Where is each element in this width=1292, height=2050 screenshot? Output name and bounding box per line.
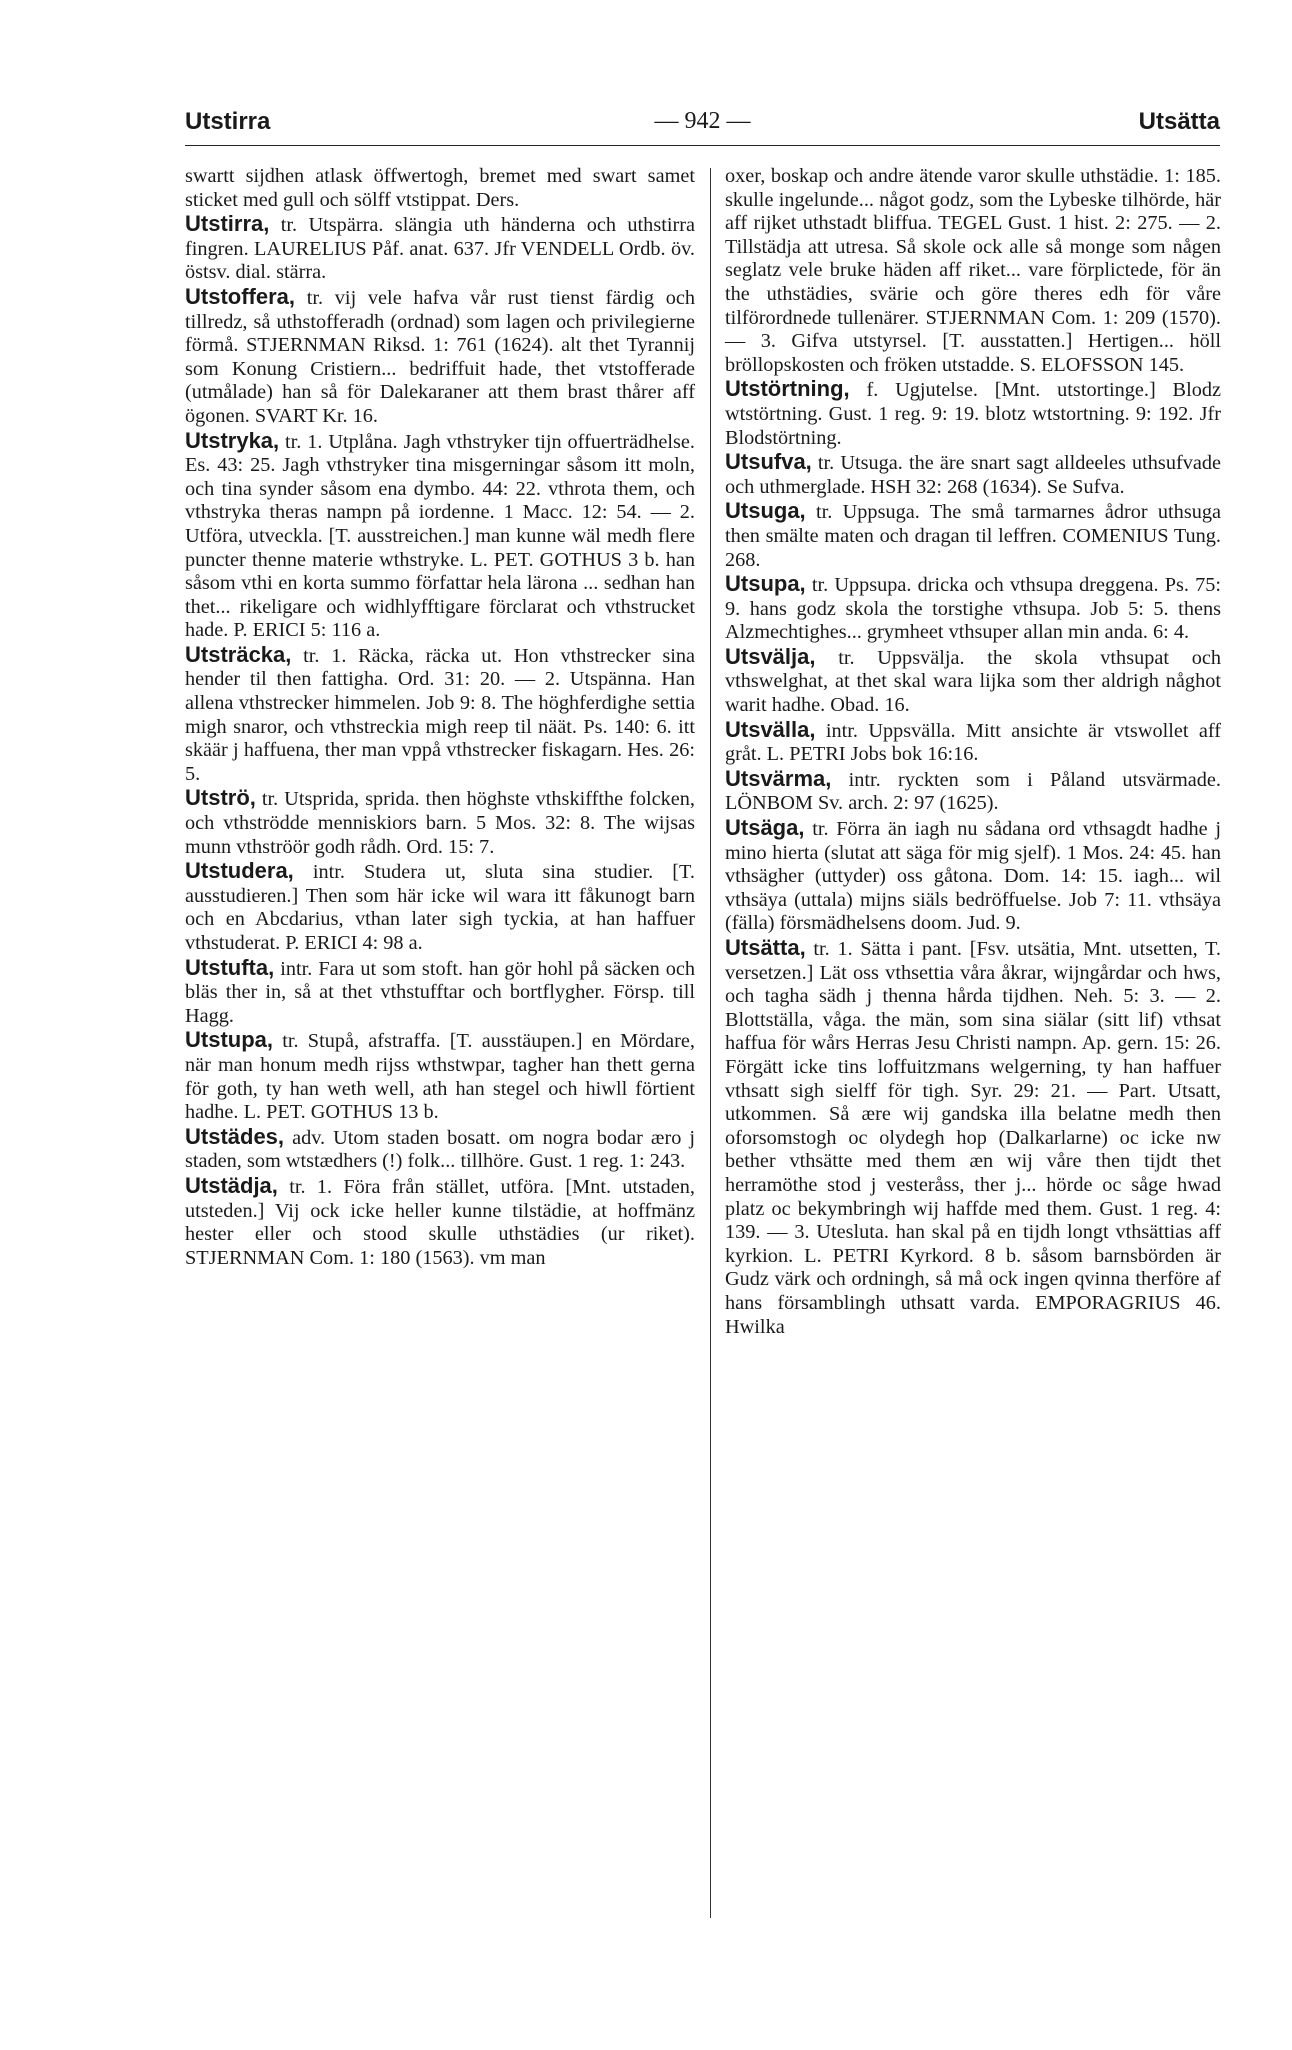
entry-headword: Utstoffera,: [185, 283, 296, 309]
dictionary-entry: [185, 285, 695, 429]
entry-text: oxer, boskap och andre ätende varor skulle uthstädie. 1: 185. skulle ingelunde... något godz, som the Lybeske tilhörde, här aff rijket uthstadt bliffua. TEGEL Gust. 1 hist. 2: 275. — 2. Tillstädja att utresa. Så skole ock alle så monge som någen seglatz vele bruke häden aff riket... vare förplictede, för än the uthstädies, svärie och göre theres edh för våre tilförordnede tullenärer. STJERNMAN Com. 1: 209 (1570). — 3. Gifva utstyrsel. [T. ausstatten.] Hertigen... höll bröllopskosten och fröken utstadde. S. ELOFSSON 145.: [725, 165, 1221, 376]
entry-headword: Utsträcka,: [185, 641, 292, 667]
entry-text: tr. Utsprida, sprida. then höghste vthskiffthe folcken, och vthströdde menniskiors barn. 5 Mos. 32: 8. The wijsas munn vthströör godh rådh. Ord. 15: 7.: [185, 788, 695, 858]
dictionary-entry: [725, 165, 1221, 377]
dictionary-entry: [185, 956, 695, 1029]
dictionary-entry: [185, 212, 695, 285]
entry-headword: Utsupa,: [725, 571, 806, 597]
dictionary-entry: [185, 1174, 695, 1270]
entry-text: f. Ugjutelse. [Mnt. utstortinge.] Blodz wtstörtning. Gust. 1 reg. 9: 19. blotz wtstortning. 9: 192. Jfr Blodstörtning.: [725, 379, 1221, 449]
entry-headword: Utsvälla,: [725, 716, 816, 742]
left-column: [185, 165, 695, 1270]
entry-headword: Utsvärma,: [725, 765, 832, 791]
entry-text: tr. 1. Utplåna. Jagh vthstryker tijn offuerträdhelse. Es. 43: 25. Jagh vthstryker tina misgerningar såsom itt moln, och tina synder såsom ena dymbo. 44: 22. vthrota them, och vthstryka theras nampn på iordenne. 1 Macc. 12: 54. — 2. Utföra, utveckla. [T. ausstreichen.] man kunne wäl medh flere puncter thenne materie wthstryke. L. PET. GOTHUS 3 b. han såsom vthi en korta summo författar hela lärona ... sedhan han thet... rikeligare och widhlyfftigare förclarat och vthstrucket hade. P. ERICI 5: 116 a.: [185, 430, 695, 642]
entry-headword: Utsuga,: [725, 498, 806, 524]
entry-text: tr. Utsuga. the äre snart sagt alldeeles uthsufvade och uthmerglade. HSH 32: 268 (1634). Se Sufva.: [725, 452, 1222, 498]
entry-headword: Utsäga,: [725, 815, 805, 841]
entry-text: tr. 1. Föra från stället, utföra. [Mnt. utstaden, utsteden.] Vij ock icke heller kunne tilstädie, at hoffmänz hester eller och stood skulle uthstädies (ur riket). STJERNMAN Com. 1: 180 (1563). vm man: [185, 1175, 695, 1269]
dictionary-entry: [185, 1125, 695, 1174]
entry-text: tr. Stupå, afstraffa. [T. ausstäupen.] en Mördare, när man honum medh rijss wthstwpar, tagher han thett gerna för goth, ty han weth well, ath han stegel och hiwll förtient hadhe. L. PET. GOTHUS 13 b.: [185, 1030, 695, 1124]
dictionary-entry: [725, 572, 1221, 645]
entry-text: swartt sijdhen atlask öffwertogh, bremet med swart samet sticket med gull och sölff vtstippat. Ders.: [185, 165, 695, 211]
entry-headword: Utstudera,: [185, 858, 294, 884]
entry-text: tr. 1. Räcka, räcka ut. Hon vthstrecker sina hender til then fattigha. Ord. 31: 20. — 2. Utspänna. Han allena vthstrecker himmelen. Job 9: 8. The höghferdighe settia migh snaror, och vthstreckia migh reep til näät. Ps. 140: 6. itt skäär j haffuena, ther man vppå vthstrecker fiskagarn. Hes. 26: 5.: [185, 644, 695, 785]
entry-text: tr. Uppsvälja. the skola vthsupat och vthswelghat, at thet skal wara lijka som ther aldrigh någhot warit hadhe. Obad. 16.: [725, 646, 1222, 717]
running-head-left: Utstirra: [185, 108, 271, 135]
dictionary-entry: [725, 450, 1221, 499]
entry-headword: Utstupa,: [185, 1027, 273, 1053]
dictionary-entry: [725, 718, 1221, 767]
dictionary-entry: [725, 499, 1221, 572]
entry-headword: Utstryka,: [185, 427, 280, 453]
entry-headword: Utsvälja,: [725, 643, 816, 669]
page-number: — 942 —: [654, 108, 751, 134]
running-head: [185, 108, 1220, 148]
entry-headword: Utstädes,: [185, 1123, 285, 1149]
dictionary-entry: [725, 816, 1221, 936]
entry-text: tr. Utspärra. slängia uth händerna och uthstirra fingren. LAURELIUS Påf. anat. 637. Jfr VENDELL Ordb. öv. östsv. dial. stärra.: [185, 214, 695, 284]
dictionary-entry: [725, 645, 1221, 718]
entry-text: intr. Fara ut som stoft. han gör hohl på säcken och bläs ther in, så at thet vthstufftar och bortflygher. Försp. till Hagg.: [185, 957, 695, 1027]
dictionary-entry: [725, 767, 1221, 816]
entry-text: tr. Uppsuga. The små tarmarnes ådror uthsuga then smälte maten och dragan til leffren. COMENIUS Tung. 268.: [725, 501, 1222, 571]
entry-text: intr. ryckten som i Påland utsvärmade. LÖNBOM Sv. arch. 2: 97 (1625).: [725, 768, 1221, 815]
dictionary-entry: [185, 1028, 695, 1124]
dictionary-entry: [185, 429, 695, 643]
entry-headword: Utstädja,: [185, 1172, 278, 1198]
entry-text: tr. 1. Sätta i pant. [Fsv. utsätia, Mnt. utsetten, T. versetzen.] Lät oss vthsettia våra åkrar, wijngårdar och hws, och tagha sädh j thenna hårda tijdhen. Neh. 5: 3. — 2. Blottställa, våga. the män, som sina siälar (sitt lif) vthsat haffua för wårs Herras Jesu Christi nampn. Ap. gern. 15: 26. Förgätt icke tins loffuitzmans welgerning, ty han haffuer vthsatt sigh sielff för tigh. Syr. 29: 21. — Part. Utsatt, utkommen. Så ære wij gandska illa belatne medh then oforsomstogh oc olydegh hop (Dalkarlarne) oc icke nw bether vthsätte med them æn wij våre then tijdt thet herramöthe stod j vesteråss, ther j... hörde oc såge hwad platz oc bekymbringh wij haffde med them. Gust. 1 reg. 4: 139. — 3. Utesluta. han skal på en tijdh longt vthsättias aff kyrkion. L. PETRI Kyrkord. 8 b. såsom barnsbörden är Gudz värk och ordningh, så må ock ingen qvinna therföre af hans församblingh uthsatt varda. EMPORAGRIUS 46. Hwilka: [725, 938, 1221, 1338]
entry-text: tr. vij vele hafva vår rust tienst färdig och tillredz, så uthstofferadh (ordnad) som lagen och privilegierne förmå. STJERNMAN Riksd. 1: 761 (1624). alt thet Tyrannij som Konung Cristiern... bedriffuit hade, thet vtstofferade (utmålade) han så för Dalekaraner att them brast thårer aff ögonen. SVART Kr. 16.: [185, 286, 695, 427]
right-column: [725, 165, 1221, 1339]
dictionary-entry: [185, 165, 695, 212]
entry-headword: Utstufta,: [185, 954, 275, 980]
entry-headword: Utstirra,: [185, 211, 270, 237]
dictionary-entry: [725, 377, 1221, 450]
running-head-right: Utsätta: [1138, 108, 1220, 135]
column-divider: [710, 168, 711, 1918]
dictionary-entry: [185, 643, 695, 787]
entry-headword: Utstörtning,: [725, 376, 850, 402]
dictionary-entry: [725, 936, 1221, 1339]
dictionary-entry: [185, 786, 695, 859]
entry-headword: Utsätta,: [725, 935, 806, 960]
entry-text: tr. Förra än iagh nu sådana ord vthsagdt hadhe j mino hierta (slutat att säga för mig sjelf). 1 Mos. 24: 45. han vthsägher (uttyder) oss gåtona. Dom. 14: 15. iagh... wil vthsäya (uttala) mijns siäls bedröffuelse. Job 7: 11. vthsäya (fälla) försmädhelsens doom. Jud. 9.: [725, 818, 1222, 935]
entry-headword: Utsufva,: [725, 449, 812, 475]
entry-text: intr. Uppsvälla. Mitt ansichte är vtswollet aff gråt. L. PETRI Jobs bok 16:16.: [725, 719, 1221, 766]
entry-headword: Utströ,: [185, 785, 256, 811]
dictionary-entry: [185, 859, 695, 955]
header-rule: [185, 145, 1220, 146]
entry-text: intr. Studera ut, sluta sina studier. [T. ausstudieren.] Then som här icke wil wara itt fåkunogt barn och en Abcdarius, vthan later sigh tyckia, at han haffuer vthstuderat. P. ERICI 4: 98 a.: [185, 861, 696, 954]
entry-text: tr. Uppsupa. dricka och vthsupa dreggena. Ps. 75: 9. hans godz skola the torstighe vthsupa. Job 5: 5. thens Alzmechtighes... grymheet vthsuper allan min anda. 6: 4.: [725, 574, 1221, 644]
entry-text: adv. Utom staden bosatt. om nogra bodar æro j staden, som wtstædhers (!) folk... tillhöre. Gust. 1 reg. 1: 243.: [185, 1126, 695, 1173]
